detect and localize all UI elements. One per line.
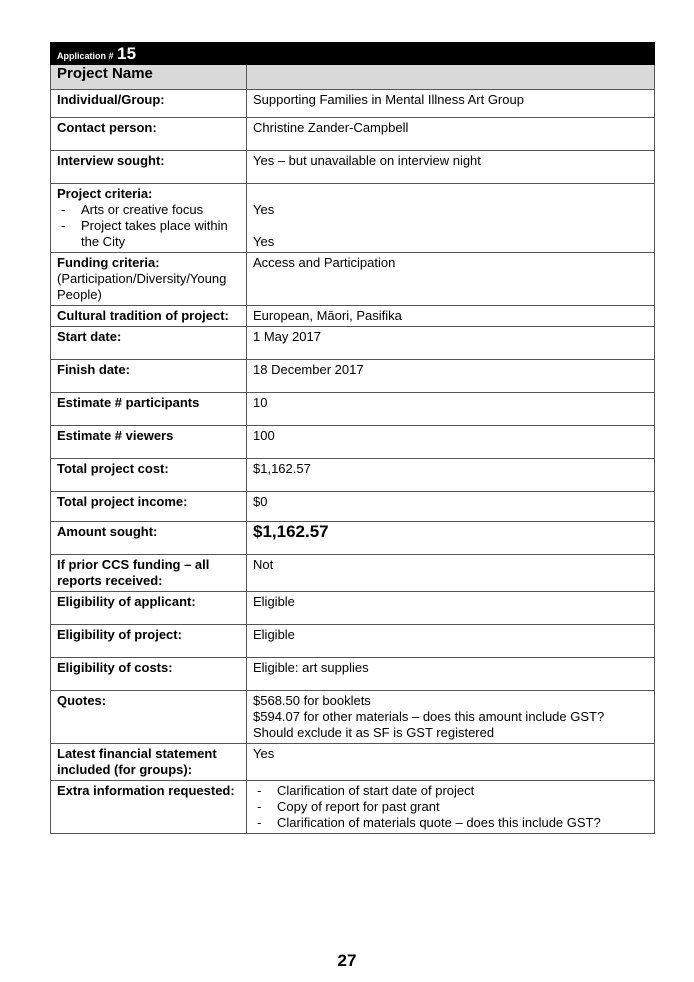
participants-label: Estimate # participants	[51, 393, 247, 426]
funding-criteria-cell	[51, 253, 247, 306]
quote-line: $594.07 for other materials – does this amount include GST? Should exclude it as SF is GST registered	[253, 709, 605, 740]
quote-line: $568.50 for booklets	[253, 693, 371, 708]
contact-person-value: Christine Zander-Campbell	[247, 118, 655, 151]
start-date-row	[51, 327, 655, 360]
application-prefix: Application #	[57, 51, 114, 61]
eligibility-applicant-label: Eligibility of applicant:	[51, 592, 247, 625]
total-cost-row	[51, 459, 655, 492]
project-name-value	[247, 65, 655, 90]
cultural-tradition-row	[51, 306, 655, 327]
individual-group-row	[51, 90, 655, 118]
application-header-row	[51, 43, 655, 65]
start-date-value: 1 May 2017	[247, 327, 655, 360]
extra-info-cell	[247, 781, 655, 834]
finish-date-label: Finish date:	[51, 360, 247, 393]
interview-sought-label: Interview sought:	[51, 151, 247, 184]
finish-date-value: 18 December 2017	[247, 360, 655, 393]
eligibility-costs-label: Eligibility of costs:	[51, 658, 247, 691]
project-name-row	[51, 65, 655, 90]
funding-criteria-row	[51, 253, 655, 306]
cultural-tradition-label: Cultural tradition of project:	[51, 306, 247, 327]
amount-sought-row	[51, 522, 655, 555]
interview-sought-value: Yes – but unavailable on interview night	[247, 151, 655, 184]
extra-info-label: Extra information requested:	[51, 781, 247, 834]
project-criteria-cell	[51, 184, 247, 253]
total-income-label: Total project income:	[51, 492, 247, 522]
eligibility-costs-row	[51, 658, 655, 691]
project-criteria-value: Yes	[253, 202, 275, 217]
eligibility-applicant-row	[51, 592, 655, 625]
viewers-value: 100	[247, 426, 655, 459]
page-number: 27	[337, 951, 357, 970]
eligibility-applicant-value: Eligible	[247, 592, 655, 625]
financial-statement-value: Yes	[247, 744, 655, 781]
application-table	[50, 42, 655, 834]
prior-funding-row	[51, 555, 655, 592]
eligibility-costs-value: Eligible: art supplies	[247, 658, 655, 691]
quotes-label: Quotes:	[51, 691, 247, 744]
extra-info-list	[253, 783, 648, 831]
project-criteria-item: - Arts or creative focus	[57, 202, 240, 218]
finish-date-row	[51, 360, 655, 393]
funding-criteria-label: Funding criteria:	[57, 255, 160, 270]
eligibility-project-label: Eligibility of project:	[51, 625, 247, 658]
viewers-row	[51, 426, 655, 459]
project-criteria-label: Project criteria:	[57, 186, 153, 201]
individual-group-label: Individual/Group:	[51, 90, 247, 118]
project-criteria-value: Yes	[253, 234, 275, 249]
amount-sought-label: Amount sought:	[51, 522, 247, 555]
extra-info-item: - Clarification of materials quote – does this include GST?	[253, 815, 648, 831]
prior-funding-label: If prior CCS funding – all reports received:	[51, 555, 247, 592]
viewers-label: Estimate # viewers	[51, 426, 247, 459]
prior-funding-value: Not	[247, 555, 655, 592]
project-criteria-item: - Project takes place within the City	[57, 218, 240, 250]
participants-row	[51, 393, 655, 426]
header-blank-cell	[247, 43, 655, 65]
total-cost-label: Total project cost:	[51, 459, 247, 492]
project-name-label: Project Name	[51, 65, 247, 90]
extra-info-row	[51, 781, 655, 834]
funding-criteria-sublabel: (Participation/Diversity/Young People)	[57, 271, 227, 302]
cultural-tradition-value: European, Māori, Pasifika	[247, 306, 655, 327]
total-income-row	[51, 492, 655, 522]
financial-statement-row	[51, 744, 655, 781]
contact-person-label: Contact person:	[51, 118, 247, 151]
project-criteria-values	[247, 184, 655, 253]
eligibility-project-row	[51, 625, 655, 658]
financial-statement-label: Latest financial statement included (for groups):	[51, 744, 247, 781]
extra-info-item: - Copy of report for past grant	[253, 799, 648, 815]
interview-sought-row	[51, 151, 655, 184]
quotes-row	[51, 691, 655, 744]
total-income-value: $0	[247, 492, 655, 522]
project-criteria-list	[57, 202, 240, 250]
individual-group-value: Supporting Families in Mental Illness Art Group	[247, 90, 655, 118]
quotes-cell	[247, 691, 655, 744]
application-number-cell	[51, 43, 247, 65]
funding-criteria-value: Access and Participation	[247, 253, 655, 306]
extra-info-item: - Clarification of start date of project	[253, 783, 648, 799]
project-criteria-row	[51, 184, 655, 253]
participants-value: 10	[247, 393, 655, 426]
eligibility-project-value: Eligible	[247, 625, 655, 658]
contact-person-row	[51, 118, 655, 151]
total-cost-value: $1,162.57	[247, 459, 655, 492]
application-number: 15	[117, 44, 137, 63]
amount-sought-value: $1,162.57	[247, 522, 655, 555]
start-date-label: Start date:	[51, 327, 247, 360]
